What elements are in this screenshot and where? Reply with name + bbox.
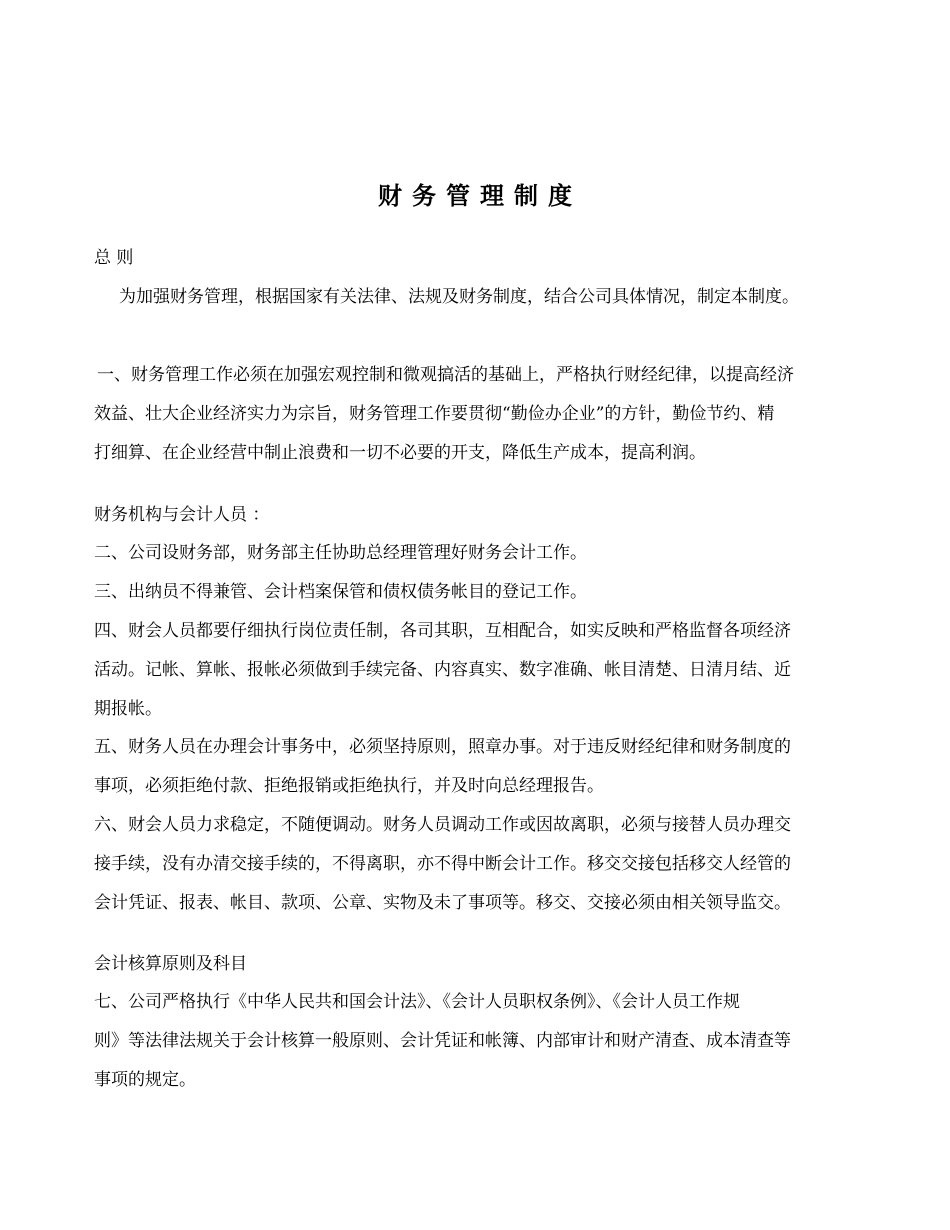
article-6-line-1: 六、财会人员力求稳定，不随便调动。财务人员调动工作或因故离职，必须与接替人员办理交 — [94, 815, 791, 835]
section-accounting-heading: 会计核算原则及科目 — [94, 954, 247, 974]
article-5-line-2: 事项，必须拒绝付款、拒绝报销或拒绝执行，并及时向总经理报告。 — [94, 776, 604, 796]
article-1-line-1: 一、财务管理工作必须在加强宏观控制和微观搞活的基础上，严格执行财经纪律，以提高经济 — [97, 365, 794, 385]
general-intro: 为加强财务管理，根据国家有关法律、法规及财务制度，结合公司具体情况，制定本制度。 — [119, 287, 799, 307]
article-6-line-3: 会计凭证、报表、帐目、款项、公章、实物及未了事项等。移交、交接必须由相关领导监交。 — [94, 893, 791, 913]
article-1-line-3: 打细算、在企业经营中制止浪费和一切不必要的开支，降低生产成本，提高利润。 — [94, 443, 706, 463]
section-org-heading: 财务机构与会计人员 ： — [94, 505, 270, 525]
article-3-line-1: 三、出纳员不得兼管、会计档案保管和债权债务帐目的登记工作。 — [94, 582, 587, 602]
article-7-line-2: 则》等法律法规关于会计核算一般原则、会计凭证和帐簿、内部审计和财产清查、成本清查等 — [94, 1031, 791, 1051]
article-4-line-2: 活动。记帐、算帐、报帐必须做到手续完备、内容真实、数字准确、帐目清楚、日清月结、近 — [94, 660, 791, 680]
article-1-line-2: 效益、壮大企业经济实力为宗旨，财务管理工作要贯彻“勤俭办企业”的方针，勤俭节约、精 — [94, 404, 775, 424]
general-heading: 总 则 — [94, 248, 134, 268]
article-2-line-1: 二、公司设财务部，财务部主任协助总经理管理好财务会计工作。 — [94, 543, 587, 563]
article-7-line-3: 事项的规定。 — [94, 1070, 196, 1090]
document-title: 财务管理制度 — [378, 181, 582, 210]
article-4-line-1: 四、财会人员都要仔细执行岗位责任制，各司其职，互相配合，如实反映和严格监督各项经济 — [94, 621, 791, 641]
article-5-line-1: 五、财务人员在办理会计事务中，必须坚持原则，照章办事。对于违反财经纪律和财务制度的 — [94, 737, 791, 757]
article-7-line-1: 七、公司严格执行《中华人民共和国会计法》、《会计人员职权条例》、《会计人员工作规 — [94, 992, 740, 1012]
article-4-line-3: 期报帐。 — [94, 699, 162, 719]
article-6-line-2: 接手续，没有办清交接手续的，不得离职，亦不得中断会计工作。移交交接包括移交人经管的 — [94, 854, 791, 874]
